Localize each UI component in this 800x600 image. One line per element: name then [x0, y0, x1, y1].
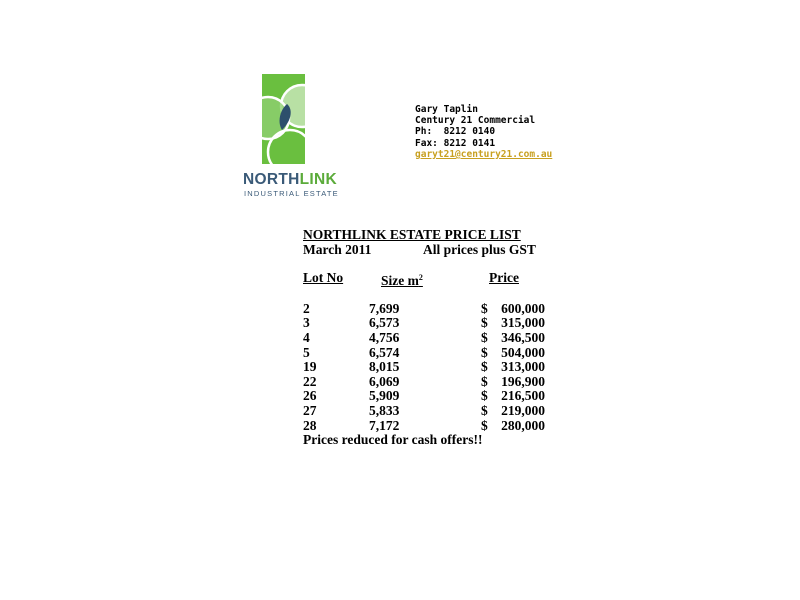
contact-fax: Fax: 8212 0141 — [415, 137, 496, 149]
price-list-subtitle-row — [303, 243, 563, 258]
currency-cell: $ — [481, 373, 488, 389]
price-cell: 315,000 — [501, 315, 545, 331]
price-list-date: March 2011 — [303, 241, 372, 257]
currency-cell: $ — [481, 402, 488, 418]
lot-cell: 26 — [303, 388, 317, 404]
table-row — [303, 316, 563, 331]
size-cell: 7,699 — [369, 300, 400, 316]
currency-cell: $ — [481, 344, 488, 360]
currency-cell: $ — [481, 329, 488, 345]
price-cell: 216,500 — [501, 388, 545, 404]
size-cell: 7,172 — [369, 417, 400, 433]
price-cell: 219,000 — [501, 402, 545, 418]
contact-company: Century 21 Commercial — [415, 115, 536, 127]
table-row — [303, 419, 563, 434]
currency-cell: $ — [481, 388, 488, 404]
table-row — [303, 331, 563, 346]
lot-cell: 28 — [303, 417, 317, 433]
price-cell: 600,000 — [501, 300, 545, 316]
size-cell: 4,756 — [369, 329, 400, 345]
header-size-superscript: 2 — [418, 273, 423, 283]
price-list — [303, 228, 563, 448]
table-row — [303, 346, 563, 361]
lot-cell: 27 — [303, 402, 317, 418]
price-cell: 313,000 — [501, 359, 545, 375]
logo-wordmark — [243, 171, 337, 189]
price-list-title: NORTHLINK ESTATE PRICE LIST — [303, 227, 521, 242]
price-cell: 280,000 — [501, 417, 545, 433]
size-cell: 5,909 — [369, 388, 400, 404]
currency-cell: $ — [481, 359, 488, 375]
logo-subtitle: INDUSTRIAL ESTATE — [244, 189, 339, 198]
logo-word-link: LINK — [299, 171, 337, 188]
size-cell: 8,015 — [369, 359, 400, 375]
contact-phone: Ph: 8212 0140 — [415, 126, 496, 138]
lot-cell: 3 — [303, 315, 310, 331]
price-cell: 196,900 — [501, 373, 545, 389]
price-list-footer: Prices reduced for cash offers!! — [303, 432, 483, 448]
currency-cell: $ — [481, 300, 488, 316]
size-cell: 6,574 — [369, 344, 400, 360]
currency-cell: $ — [481, 417, 488, 433]
size-cell: 5,833 — [369, 402, 400, 418]
contact-email-link[interactable]: garyt21@century21.com.au — [415, 148, 553, 160]
table-row — [303, 389, 563, 404]
header-size — [381, 271, 423, 289]
header-lot: Lot No — [303, 270, 344, 286]
header-size-label: Size m — [381, 273, 419, 289]
contact-block — [415, 104, 552, 160]
logo-word-north: NORTH — [243, 171, 300, 188]
table-row — [303, 302, 563, 317]
table-row — [303, 375, 563, 390]
lot-cell: 22 — [303, 373, 317, 389]
logo-emblem — [262, 74, 305, 164]
price-cell: 346,500 — [501, 329, 545, 345]
header-price: Price — [489, 270, 519, 286]
price-table-body — [303, 302, 563, 433]
size-cell: 6,573 — [369, 315, 400, 331]
table-row — [303, 404, 563, 419]
logo-circles-graphic — [262, 74, 305, 164]
price-table-header — [303, 270, 563, 289]
price-cell: 504,000 — [501, 344, 545, 360]
contact-name: Gary Taplin — [415, 104, 478, 115]
lot-cell: 2 — [303, 300, 310, 316]
lot-cell: 4 — [303, 329, 310, 345]
size-cell: 6,069 — [369, 373, 400, 389]
lot-cell: 5 — [303, 344, 310, 360]
lot-cell: 19 — [303, 359, 317, 375]
table-row — [303, 360, 563, 375]
gst-note: All prices plus GST — [423, 241, 536, 257]
currency-cell: $ — [481, 315, 488, 331]
